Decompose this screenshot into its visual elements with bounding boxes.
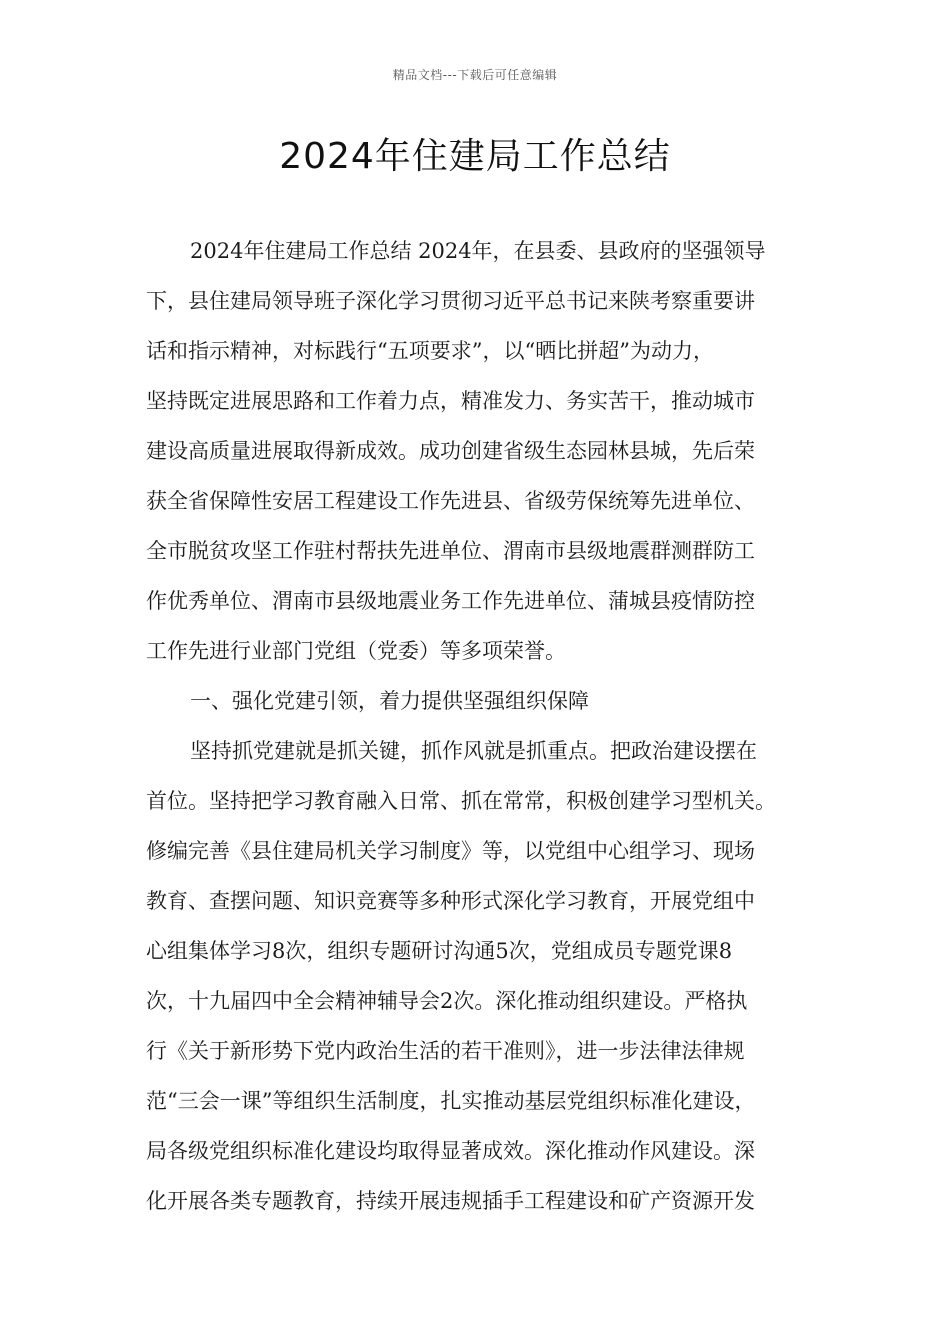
page-title: 2024年住建局工作总结 [279, 136, 671, 177]
paragraph-line: 作优秀单位、渭南市县级地震业务工作先进单位、蒲城县疫情防控 [146, 589, 755, 613]
paragraph-line: 教育、查摆问题、知识竞赛等多种形式深化学习教育，开展党组中 [146, 889, 755, 913]
paragraph-line: 工作先进行业部门党组（党委）等多项荣誉。 [146, 639, 566, 663]
paragraph-line: 坚持抓党建就是抓关键，抓作风就是抓重点。把政治建设摆在 [190, 739, 757, 763]
paragraph-line: 下，县住建局领导班子深化学习贯彻习近平总书记来陕考察重要讲 [146, 289, 755, 313]
paragraph-line: 坚持既定进展思路和工作着力点，精准发力、务实苦干，推动城市 [146, 389, 755, 413]
paragraph-line: 建设高质量进展取得新成效。成功创建省级生态园林县城，先后荣 [146, 439, 755, 463]
section-heading: 一、强化党建引领，着力提供坚强组织保障 [190, 689, 589, 713]
paragraph-line: 获全省保障性安居工程建设工作先进县、省级劳保统筹先进单位、 [146, 489, 755, 513]
paragraph-line: 化开展各类专题教育，持续开展违规插手工程建设和矿产资源开发 [146, 1189, 755, 1213]
paragraph-line: 心组集体学习8次，组织专题研讨沟通5次，党组成员专题党课8 [146, 939, 733, 963]
paragraph-line: 次，十九届四中全会精神辅导会2次。深化推动组织建设。严格执 [146, 989, 748, 1013]
paragraph-line: 全市脱贫攻坚工作驻村帮扶先进单位、渭南市县级地震群测群防工 [146, 539, 755, 563]
header-note: 精品文档---下载后可任意编辑 [392, 68, 558, 82]
paragraph-line: 2024年住建局工作总结 2024年，在县委、县政府的坚强领导 [190, 239, 766, 263]
paragraph-line: 范“三会一课”等组织生活制度，扎实推动基层党组织标准化建设， [146, 1089, 756, 1113]
paragraph-line: 话和指示精神，对标践行“五项要求”，以“晒比拼超”为动力， [146, 339, 714, 363]
paragraph-line: 首位。坚持把学习教育融入日常、抓在常常，积极创建学习型机关。 [146, 789, 776, 813]
paragraph-line: 修编完善《县住建局机关学习制度》等，以党组中心组学习、现场 [146, 839, 755, 863]
paragraph-line: 行《关于新形势下党内政治生活的若干准则》，进一步法律法律规 [146, 1039, 745, 1063]
paragraph-line: 局各级党组织标准化建设均取得显著成效。深化推动作风建设。深 [146, 1139, 755, 1163]
document-body [146, 226, 816, 1226]
